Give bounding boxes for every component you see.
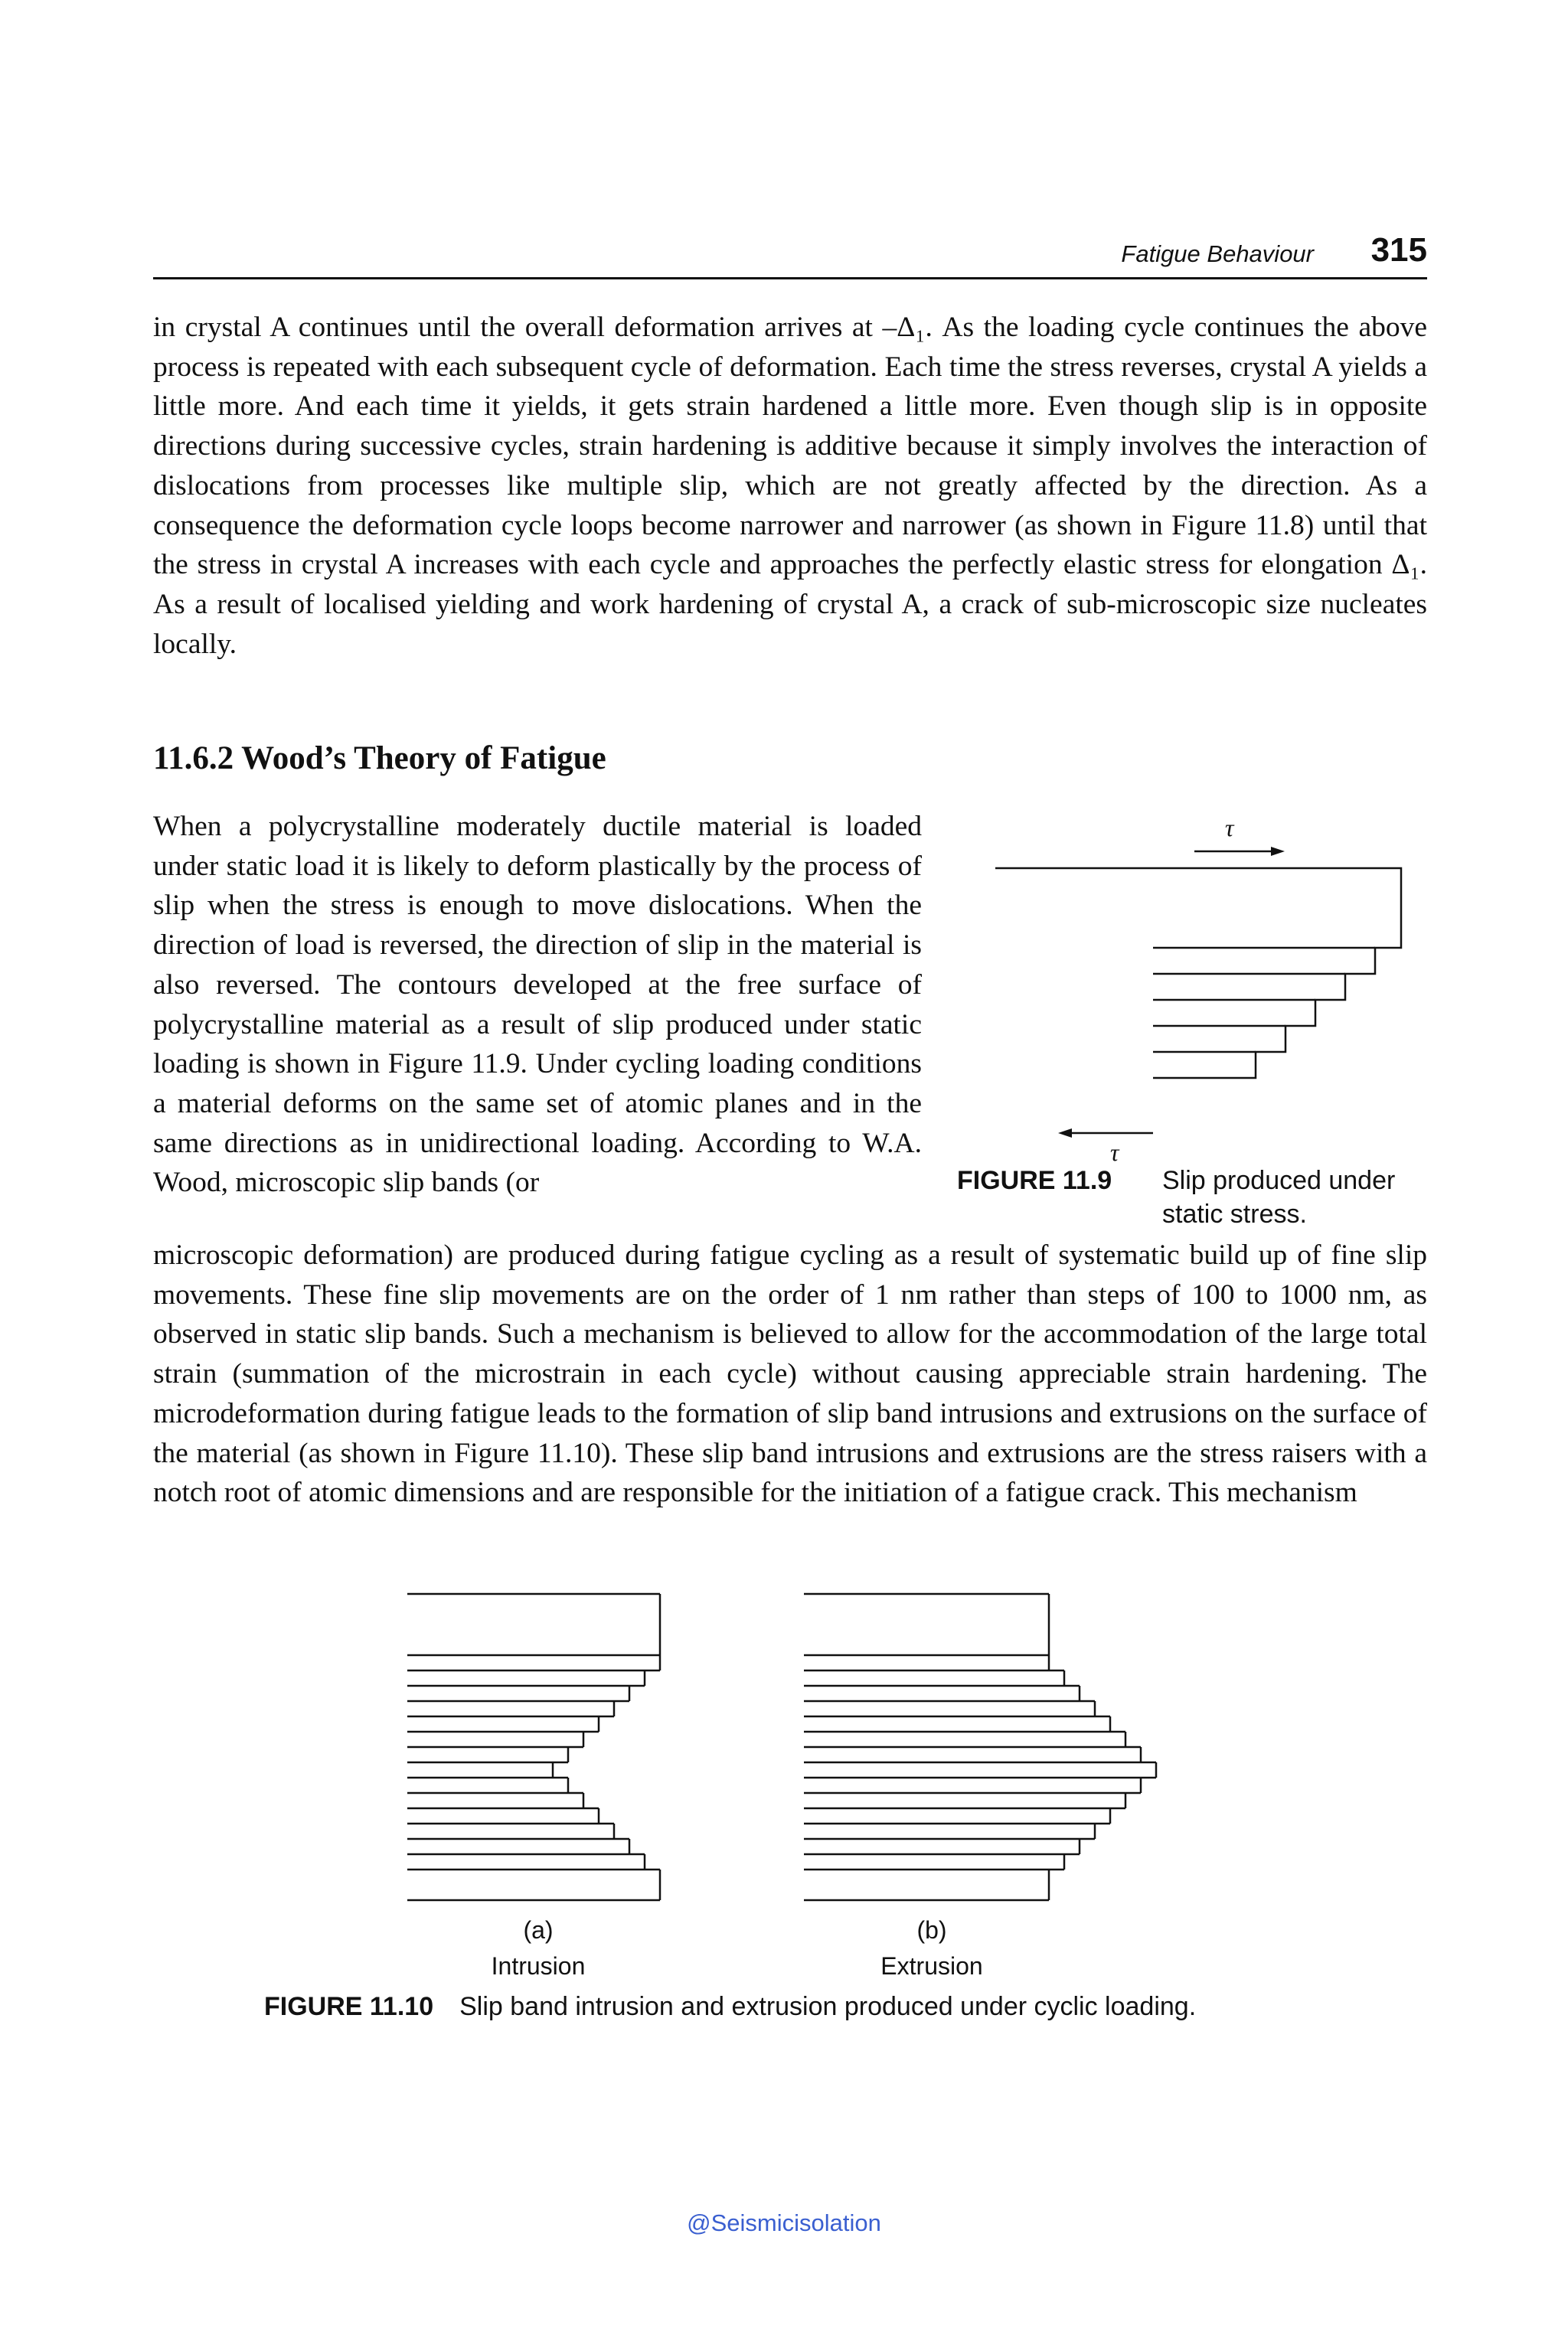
figure-11-10-diagram [398,1585,1179,1922]
figure-11-10-label: FIGURE 11.10 [264,1992,434,2021]
panel-a-label: Intrusion [491,1952,586,1980]
figure-11-9-slip-diagram [972,804,1432,1164]
panel-b-label: Extrusion [880,1952,983,1980]
figure-11-10-text: Slip band intrusion and extrusion produced under cyclic loading. [459,1992,1197,2021]
body-paragraph-2: When a polycrystalline moderately ductile material is loaded under static load it is likely to deform plastically by the process of slip when the stress is enough to move dislocations. When the direction of load is reversed, the direction of slip in the material is also reversed. The contours developed at the free surface of polycrystalline material as a result of slip produced under static loading is shown in Figure 11.9. Under cycling loading conditions a material deforms on the same set of atomic planes and in the same directions as in unidirectional loading. According to W.A. Wood, microscopic slip bands (or [153,811,922,1199]
stress-symbol-bottom: τ [1110,1138,1119,1164]
body-paragraph-3: microscopic deformation) are produced during fatigue cycling as a result of systematic build up of fine slip movements. These fine slip movements are on the order of 1 nm rather than steps of 100 to 1000 nm, as observed in static slip bands. Such a mechanism is believed to allow for the accommodation of the large total strain (summation of the microstrain in each cycle) without causing appreciable strain hardening. The microdeformation during fatigue leads to the formation of slip band intrusions and extrusions on the surface of the material (as shown in Figure 11.10). These slip band intrusions and extrusions are the stress raisers with a notch root of atomic dimensions and are responsible for the initiation of a fatigue crack. This mechanism [153,1239,1427,1509]
page-header [153,230,1427,279]
page-number: 315 [1370,231,1427,269]
panel-b-letter: (b) [916,1916,947,1944]
panel-a-letter: (a) [523,1916,554,1944]
section-heading: 11.6.2 Wood’s Theory of Fatigue [153,740,606,776]
figure-11-9-text: Slip produced under static stress. [1162,1166,1396,1229]
footer-watermark: @Seismicisolation [687,2209,881,2236]
figure-11-10-caption [264,1992,1196,2022]
body-paragraph-1: in crystal A continues until the overall deformation arrives at –Δ₁. As the loading cycle continues the above process is repeated with each subsequent cycle of deformation. Each time the stress reverses, crystal A yields a little more. And each time it yields, it gets strain hardened a little more. Even though slip is in opposite directions during successive cycles, strain hardening is additive because it simply involves the interaction of dislocations from processes like multiple slip, which are not greatly affected by the direction. As a consequence the deformation cycle loops become narrower and narrower (as shown in Figure 11.8) until that the stress in crystal A increases with each cycle and approaches the perfectly elastic stress for elongation Δ₁. As a result of localised yielding and work hardening of crystal A, a crack of sub-microscopic size nucleates locally. [153,312,1427,660]
running-title: Fatigue Behaviour [1121,240,1314,267]
stress-symbol-top: τ [1225,814,1234,841]
figure-11-9-label: FIGURE 11.9 [957,1166,1112,1195]
